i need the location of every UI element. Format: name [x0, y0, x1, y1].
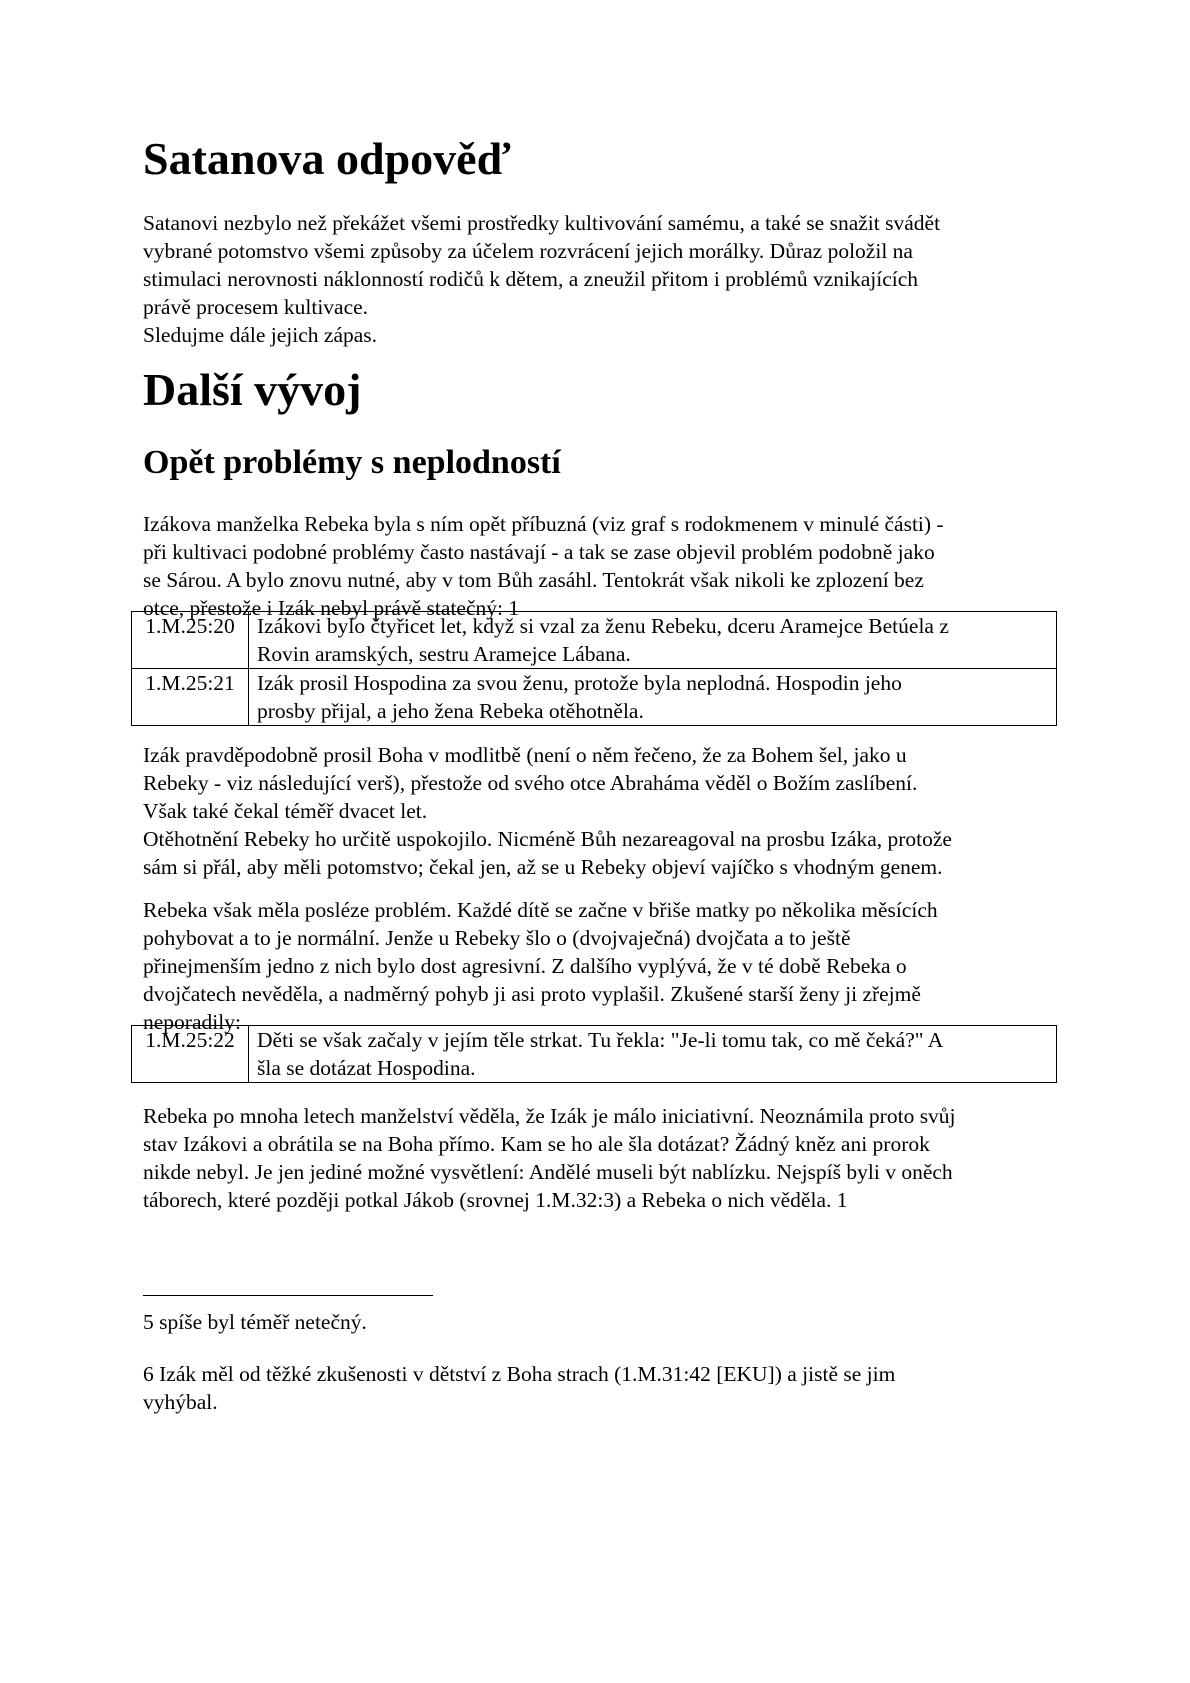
paragraph-5 [143, 1102, 1063, 1214]
footnote-line: 6 Izák měl od těžké zkušenosti v dětství z Boha strach (1.M.31:42 [EKU]) a jistě se jim [143, 1362, 896, 1386]
verse-ref: 1.M.25:21 [132, 669, 249, 726]
heading-3: Opět problémy s neplodností [143, 444, 561, 481]
paragraph-line: pohybovat a to je normální. Jenže u Rebeky šlo o (dvojvaječná) dvojčata a to ještě [143, 926, 851, 950]
heading-satanova-odpoved [143, 134, 1063, 185]
table-row [132, 1026, 1057, 1083]
paragraph-line: Izákova manželka Rebeka byla s ním opět příbuzná (viz graf s rodokmenem v minulé části) - [143, 512, 944, 536]
paragraph-line: neporadily: [143, 1010, 241, 1034]
paragraph-line: táborech, které později potkal Jákob (srovnej 1.M.32:3) a Rebeka o nich věděla. 1 [143, 1188, 848, 1212]
paragraph-line: Rebeky - viz následující verš), přestože od svého otce Abraháma věděl o Božím zaslíbení. [143, 771, 918, 795]
heading-opet-problemy [143, 444, 1063, 481]
verse-line: Děti se však začaly v jejím těle strkat. Tu řekla: "Je-li tomu tak, co mě čeká?" A [257, 1028, 944, 1052]
verse-line: Rovin aramských, sestru Aramejce Lábana. [257, 642, 631, 666]
paragraph-line: Izák pravděpodobně prosil Boha v modlitbě (není o něm řečeno, že za Bohem šel, jako u [143, 743, 907, 767]
paragraph-line: stav Izákovi a obrátila se na Boha přímo. Kam se ho ale šla dotázat? Žádný kněz ani prorok [143, 1132, 930, 1156]
verse-line: šla se dotázat Hospodina. [257, 1056, 476, 1080]
paragraph-line: Však také čekal téměř dvacet let. [143, 799, 428, 823]
verse-table-1 [131, 611, 1051, 726]
verse-line: prosby přijal, a jeho žena Rebeka otěhotněla. [257, 699, 644, 723]
paragraph-line: nikde nebyl. Je jen jediné možné vysvětlení: Andělé museli být nablízku. Nejspíš byli v oněch [143, 1160, 953, 1184]
paragraph-3 [143, 741, 1063, 881]
verse-ref: 1.M.25:22 [132, 1026, 249, 1083]
footnote-5 [143, 1308, 1063, 1336]
verse-ref: 1.M.25:20 [132, 612, 249, 669]
heading-1: Satanova odpověď [143, 133, 511, 184]
paragraph-4 [143, 896, 1063, 1036]
paragraph-line: přinejmenším jedno z nich bylo dost agresivní. Z dalšího vyplývá, že v té době Rebeka o [143, 954, 907, 978]
verse-text [249, 669, 1057, 726]
footnote-separator [143, 1295, 433, 1296]
table-row [132, 612, 1057, 669]
paragraph-line: Rebeka po mnoha letech manželství věděla, že Izák je málo iniciativní. Neoznámila proto svůj [143, 1104, 956, 1128]
verse-line: Izákovi bylo čtyřicet let, když si vzal za ženu Rebeku, dceru Aramejce Betúela z [257, 614, 949, 638]
heading-2: Další vývoj [143, 364, 362, 415]
paragraph-line: Otěhotnění Rebeky ho určitě uspokojilo. Nicméně Bůh nezareagoval na prosbu Izáka, protože [143, 827, 952, 851]
paragraph-2 [143, 510, 1063, 622]
paragraph-line: sám si přál, aby měli potomstvo; čekal jen, až se u Rebeky objeví vajíčko s vhodným genem. [143, 855, 943, 879]
verse-table [131, 1025, 1057, 1083]
paragraph-line: při kultivaci podobné problémy často nastávají - a tak se zase objevil problém podobně jako [143, 540, 935, 564]
paragraph-1 [143, 209, 1063, 349]
verse-text [249, 1026, 1057, 1083]
footnote-6 [143, 1360, 1063, 1416]
verse-line: Izák prosil Hospodina za svou ženu, protože byla neplodná. Hospodin jeho [257, 671, 902, 695]
paragraph-line: dvojčatech nevěděla, a nadměrný pohyb ji asi proto vyplašil. Zkušené starší ženy ji zřejmě [143, 982, 921, 1006]
verse-table [131, 611, 1057, 726]
paragraph-line: se Sárou. A bylo znovu nutné, aby v tom Bůh zasáhl. Tentokrát však nikoli ke zplození bez [143, 568, 924, 592]
paragraph-line: otce, přestože i Izák nebyl právě statečný: 1 [143, 596, 520, 620]
paragraph-line: Satanovi nezbylo než překážet všemi prostředky kultivování samému, a také se snažit svádět [143, 211, 941, 235]
verse-text [249, 612, 1057, 669]
paragraph-line: právě procesem kultivace. [143, 295, 369, 319]
paragraph-line: stimulaci nerovnosti náklonností rodičů k dětem, a zneužil přitom i problémů vznikajících [143, 267, 919, 291]
heading-dalsi-vyvoj [143, 365, 1063, 416]
paragraph-line: vybrané potomstvo všemi způsoby za účelem rozvrácení jejich morálky. Důraz položil na [143, 239, 913, 263]
verse-table-2 [131, 1025, 1051, 1083]
paragraph-line: Rebeka však měla posléze problém. Každé dítě se začne v břiše matky po několika měsících [143, 898, 938, 922]
table-row [132, 669, 1057, 726]
paragraph-line: Sledujme dále jejich zápas. [143, 323, 378, 347]
footnote-line: 5 spíše byl téměř netečný. [143, 1310, 367, 1334]
footnote-line: vyhýbal. [143, 1390, 218, 1414]
